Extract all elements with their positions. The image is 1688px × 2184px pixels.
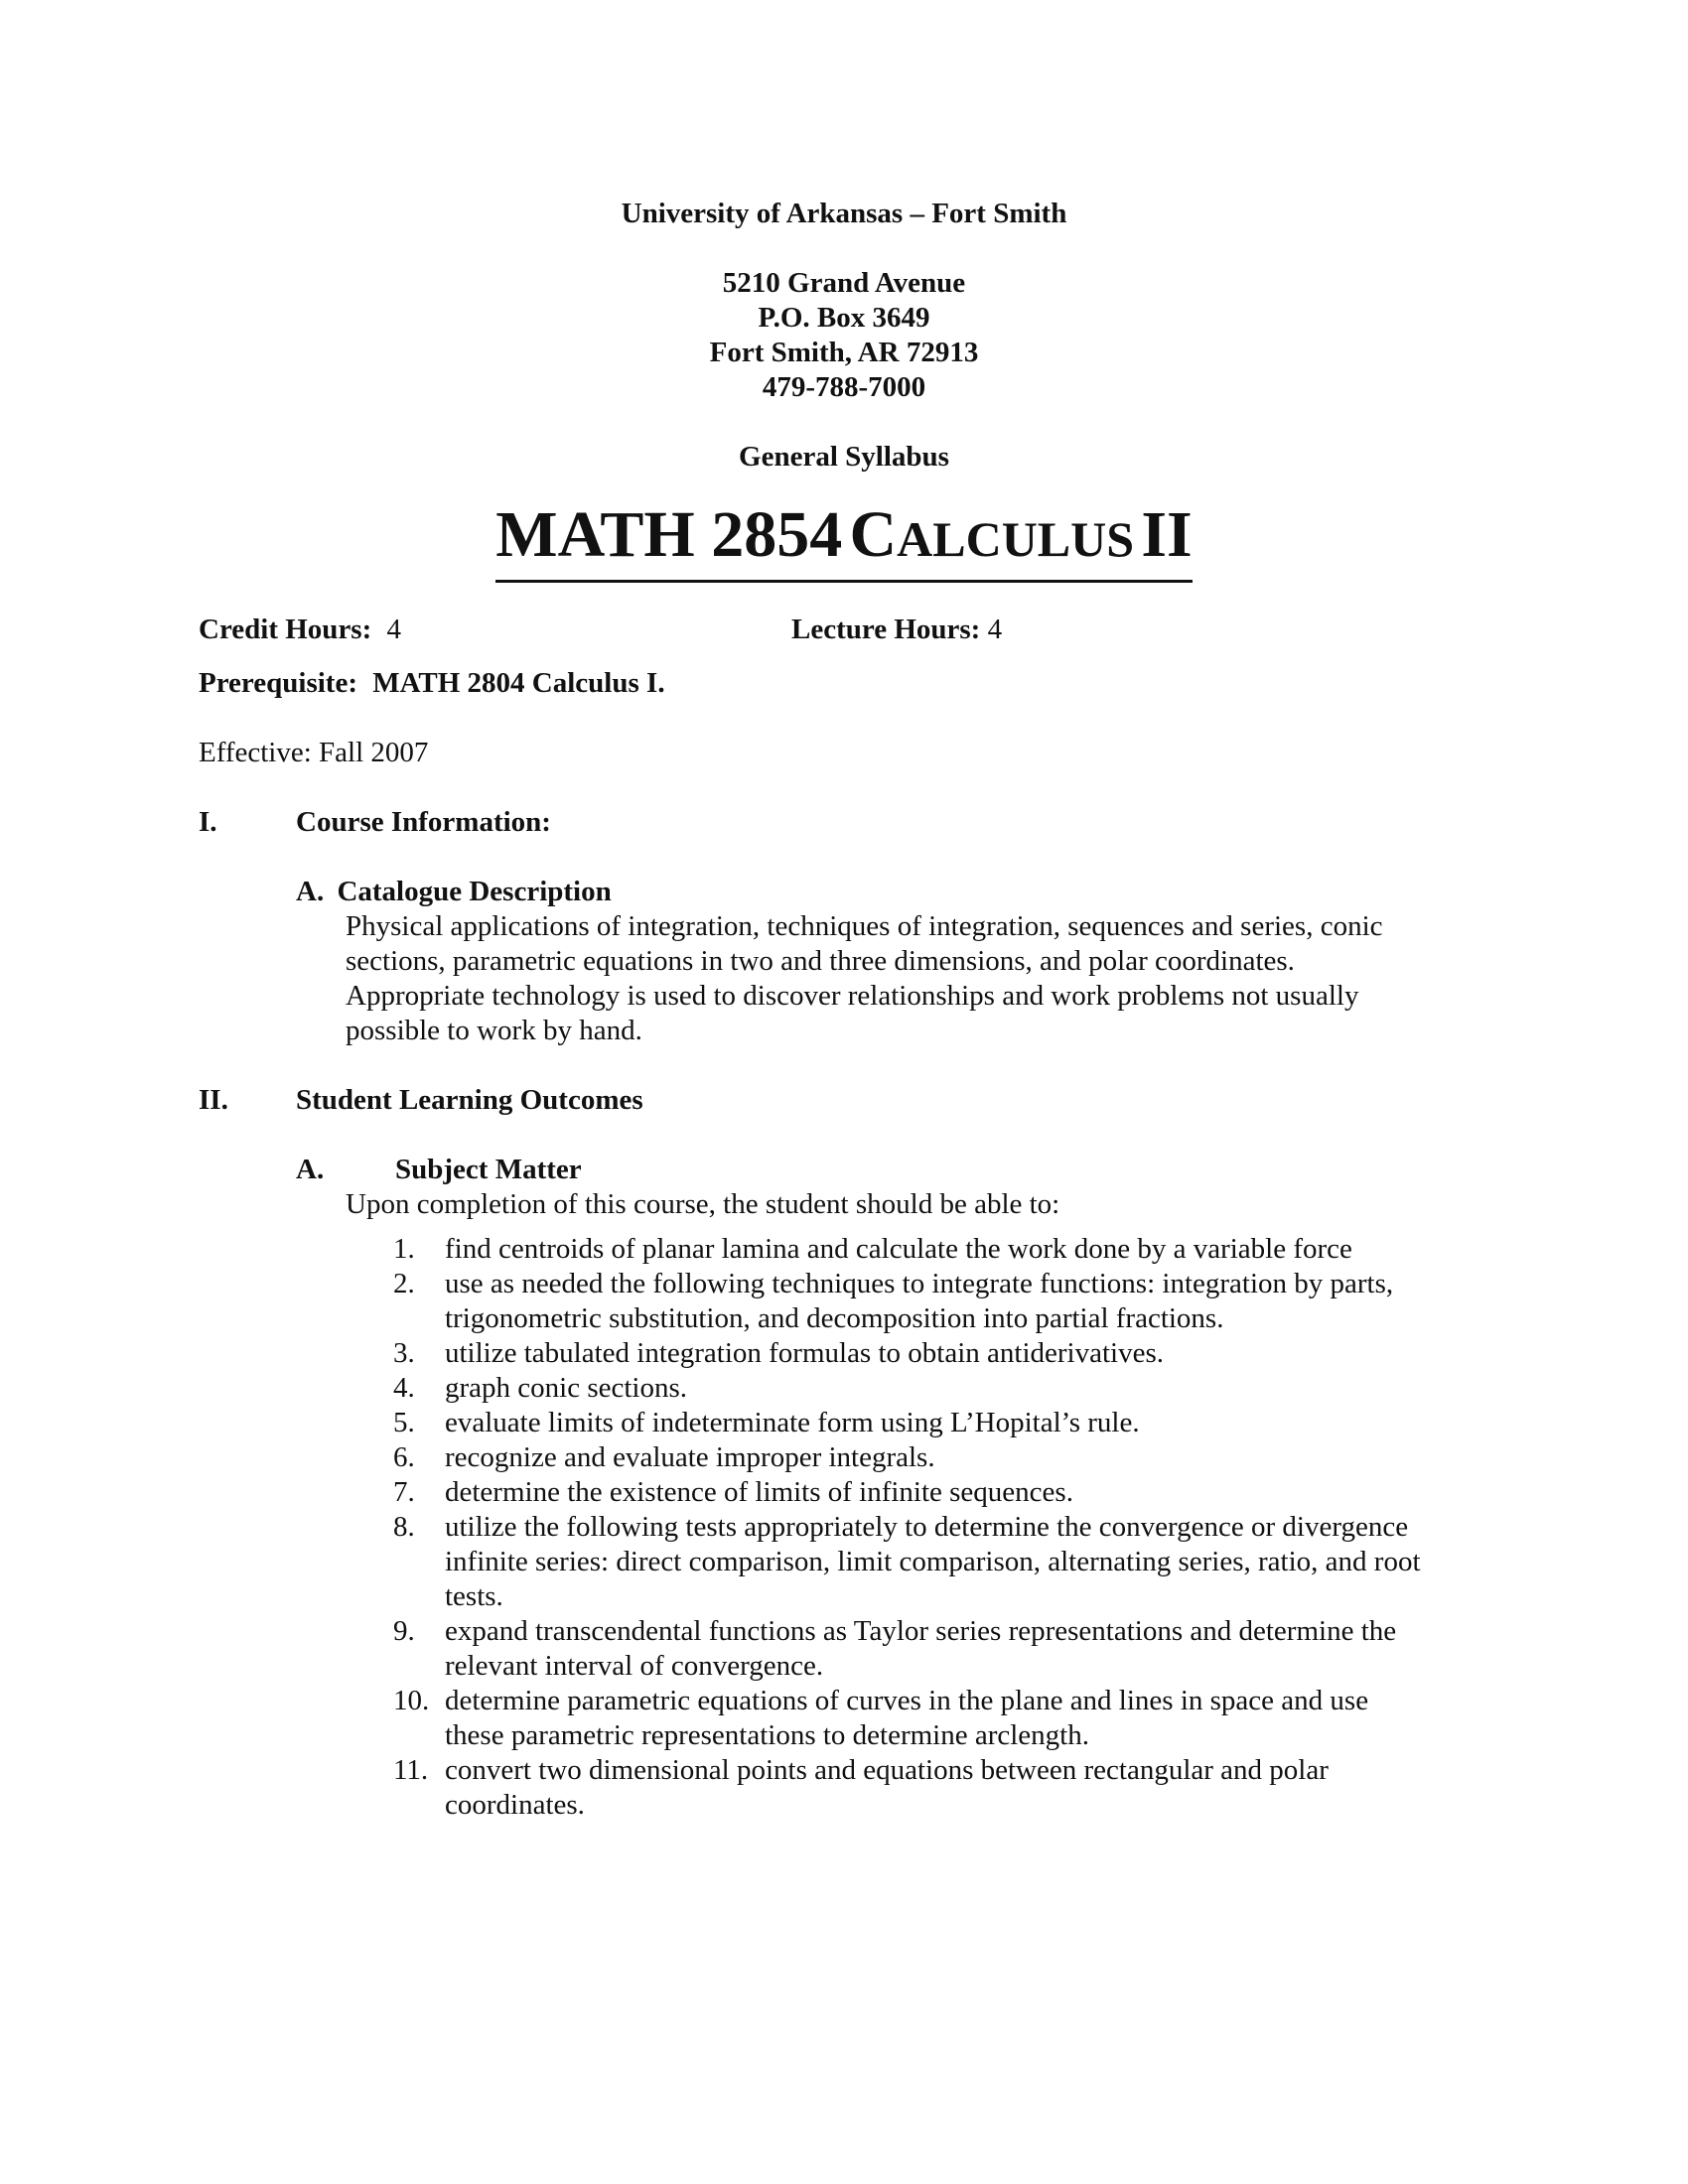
outcome-item (0, 1684, 1487, 1753)
course-title (0, 498, 1688, 583)
outcome-number: 4. (393, 1372, 415, 1404)
section-1a-label: A. (296, 876, 325, 907)
outcome-text-line: convert two dimensional points and equations between rectangular and polar (445, 1754, 1329, 1786)
address-city: Fort Smith, AR 72913 (709, 337, 979, 368)
section-2a-label: A. (296, 1154, 325, 1185)
outcome-item (0, 1406, 1487, 1440)
section-2-numeral: II. (199, 1084, 228, 1116)
phone-number: 479-788-7000 (762, 371, 926, 403)
outcome-text-line: coordinates. (445, 1789, 585, 1821)
section-1a-title: Catalogue Description (337, 876, 612, 907)
outcome-item (0, 1440, 1487, 1475)
section-1-heading: Course Information: (296, 806, 551, 838)
outcome-item (0, 1614, 1487, 1684)
section-1-numeral: I. (199, 806, 217, 838)
outcome-item (0, 1336, 1487, 1371)
outcome-text-line: relevant interval of convergence. (445, 1650, 824, 1682)
course-code: MATH 2854 (495, 498, 843, 571)
outcome-item (0, 1371, 1487, 1406)
outcome-text-line: determine the existence of limits of infinite sequences. (445, 1476, 1073, 1508)
credit-hours-label: Credit Hours: (199, 614, 372, 645)
learning-outcomes-list (0, 1232, 1688, 1823)
section-2a-heading: Subject Matter (395, 1154, 582, 1185)
prerequisite (199, 666, 665, 701)
catalogue-description-line: Physical applications of integration, techniques of integration, sequences and series, conic (346, 910, 1383, 942)
address-po-box: P.O. Box 3649 (758, 302, 930, 334)
outcome-text-line: utilize tabulated integration formulas to obtain antiderivatives. (445, 1337, 1164, 1369)
credit-hours (199, 613, 401, 647)
prerequisite-label: Prerequisite: (199, 667, 357, 699)
outcome-number: 5. (393, 1407, 415, 1438)
outcome-text-line: use as needed the following techniques to integrate functions: integration by parts, (445, 1268, 1394, 1299)
outcome-number: 7. (393, 1476, 415, 1508)
outcome-item (0, 1510, 1487, 1614)
outcome-number: 3. (393, 1337, 415, 1369)
outcome-text-line: utilize the following tests appropriately to determine the convergence or divergence (445, 1511, 1409, 1543)
address-street: 5210 Grand Avenue (722, 267, 966, 299)
outcome-item (0, 1475, 1487, 1510)
lecture-hours-label: Lecture Hours: (791, 614, 981, 645)
outcome-number: 11. (393, 1754, 429, 1786)
catalogue-description-line: possible to work by hand. (346, 1015, 642, 1046)
effective-term: Effective: Fall 2007 (199, 737, 429, 768)
outcome-number: 9. (393, 1615, 415, 1647)
credit-hours-value: 4 (386, 614, 402, 645)
institution-name: University of Arkansas – Fort Smith (621, 198, 1067, 229)
outcome-number: 1. (393, 1233, 415, 1265)
outcome-text-line: expand transcendental functions as Taylor series representations and determine the (445, 1615, 1397, 1647)
lecture-hours-value: 4 (987, 614, 1003, 645)
outcome-text-line: recognize and evaluate improper integrals. (445, 1441, 935, 1473)
course-name-rest: ALCULUS (897, 511, 1135, 567)
outcome-number: 2. (393, 1268, 415, 1299)
outcome-text-line: these parametric representations to determine arclength. (445, 1719, 1089, 1751)
outcome-item (0, 1267, 1487, 1336)
prerequisite-value: MATH 2804 Calculus I. (372, 667, 665, 699)
course-name-roman: II (1141, 498, 1193, 571)
section-2-heading: Student Learning Outcomes (296, 1084, 643, 1116)
outcomes-intro: Upon completion of this course, the student should be able to: (346, 1188, 1060, 1220)
catalogue-description-line: sections, parametric equations in two and three dimensions, and polar coordinates. (346, 945, 1295, 977)
course-name-initial: C (849, 498, 898, 571)
catalogue-description-line: Appropriate technology is used to discover relationships and work problems not usually (346, 980, 1359, 1012)
outcome-text-line: trigonometric substitution, and decomposition into partial fractions. (445, 1302, 1224, 1334)
outcome-number: 8. (393, 1511, 415, 1543)
outcome-text-line: evaluate limits of indeterminate form using L’Hopital’s rule. (445, 1407, 1140, 1438)
outcome-text-line: determine parametric equations of curves in the plane and lines in space and use (445, 1685, 1369, 1716)
outcome-number: 6. (393, 1441, 415, 1473)
section-1a-heading (296, 875, 612, 909)
outcome-text-line: tests. (445, 1580, 503, 1612)
outcome-item (0, 1753, 1487, 1823)
outcome-text-line: graph conic sections. (445, 1372, 688, 1404)
outcome-text-line: find centroids of planar lamina and calculate the work done by a variable force (445, 1233, 1352, 1265)
lecture-hours (791, 613, 1002, 647)
document-type: General Syllabus (739, 441, 949, 473)
outcome-number: 10. (393, 1685, 430, 1716)
outcome-item (0, 1232, 1487, 1267)
outcome-text-line: infinite series: direct comparison, limit comparison, alternating series, ratio, and root (445, 1546, 1421, 1577)
